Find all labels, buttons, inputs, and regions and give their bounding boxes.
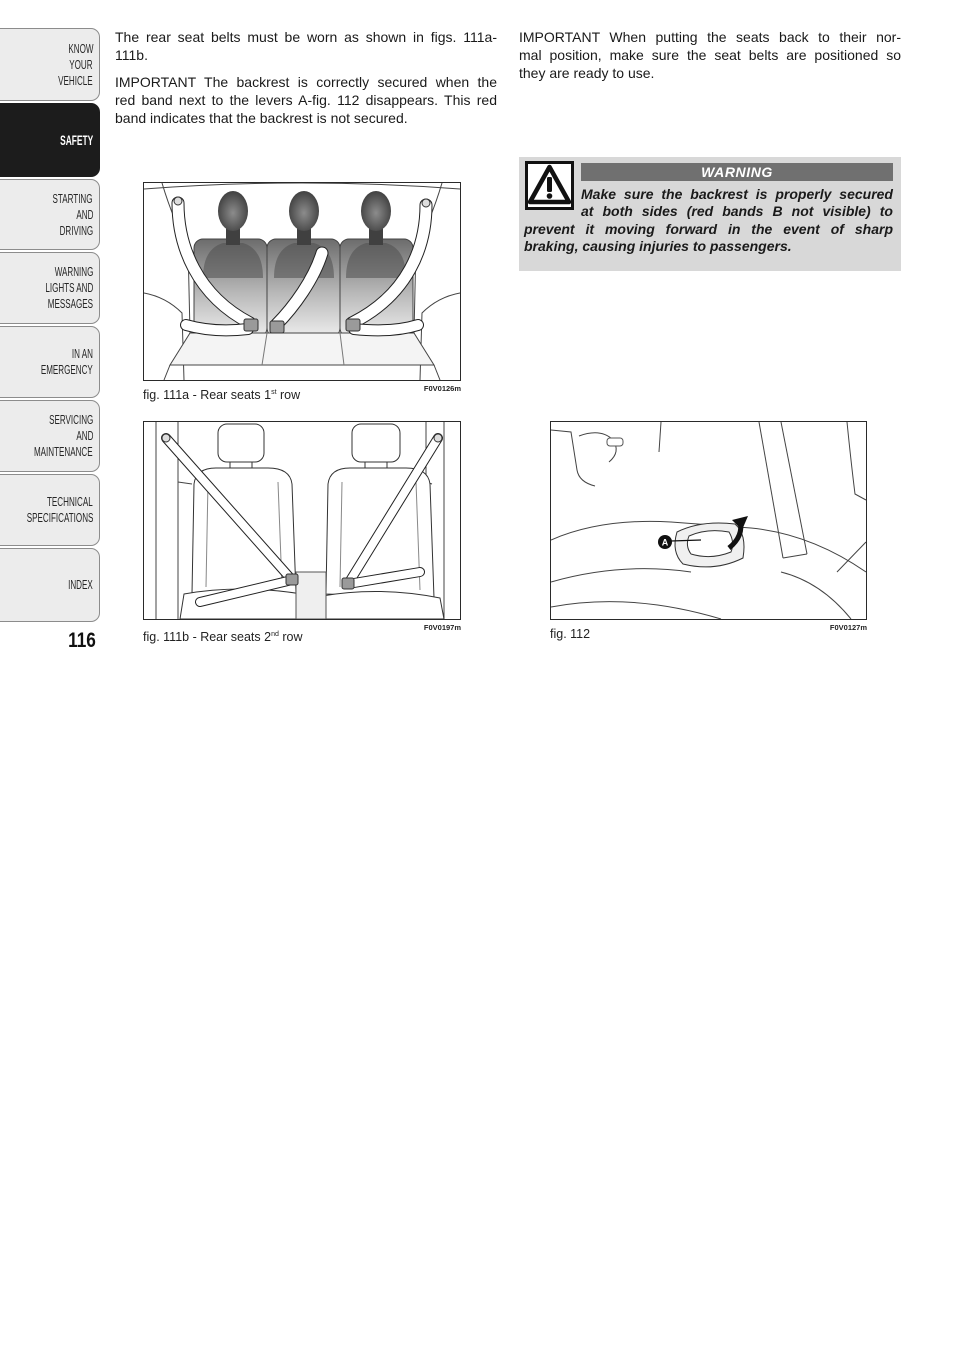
tab-label-line: SPECIFICATIONS — [26, 510, 93, 525]
sidebar-tab-in-an-emergency — [0, 326, 100, 398]
figure-caption: fig. 111a - Rear seats 1st row — [143, 388, 301, 402]
tab-label-line: SAFETY — [59, 132, 93, 148]
tab-label-line: MESSAGES — [47, 296, 93, 311]
figure-code: F0V0197m — [423, 623, 461, 632]
body-text-line: IMPORTANT The backrest is correctly secured when the — [115, 74, 497, 90]
sidebar-tab-starting-and-driving — [0, 179, 100, 250]
tab-label-line: YOUR — [69, 56, 93, 72]
tab-label-line: WARNING — [54, 264, 93, 279]
tab-label-line: STARTING — [52, 190, 93, 206]
sidebar-tab-servicing-and-maintenance — [0, 400, 100, 472]
tab-label-line: IN AN — [71, 346, 93, 361]
warning-title: WARNING — [581, 163, 893, 181]
body-text-line: mal position, make sure the seat belts are positioned so — [519, 47, 901, 63]
tab-label-line: EMERGENCY — [41, 362, 93, 377]
sidebar-tab-warning-lights-and-messages — [0, 252, 100, 324]
tab-label-line: SERVICING — [48, 412, 93, 427]
figure-caption: fig. 112 — [550, 627, 591, 641]
backrest-lever-illustration — [551, 422, 866, 619]
warning-triangle-icon — [525, 161, 574, 210]
body-text-line: band indicates that the backrest is not secured. — [115, 110, 408, 126]
sidebar-tab-index — [0, 548, 100, 622]
figure-code: F0V0127m — [829, 623, 867, 632]
sidebar-tab-know-your-vehicle — [0, 28, 100, 101]
tab-label-line: AND — [75, 428, 93, 443]
body-text-line: they are ready to use. — [519, 65, 655, 81]
warning-text-line: prevent it moving forward in the event of sharp — [524, 220, 893, 237]
tab-label-line: MAINTENANCE — [34, 444, 93, 459]
figure-111b-rear-seats-second-row — [143, 421, 461, 620]
figure-112-backrest-lever — [550, 421, 867, 620]
sidebar-tab-technical-specifications — [0, 474, 100, 546]
tab-label-line: LIGHTS AND — [45, 280, 93, 295]
rear-seats-second-row-illustration — [144, 422, 460, 619]
tab-label-line: INDEX — [68, 577, 93, 592]
tab-label-line: TECHNICAL — [47, 494, 93, 509]
rear-seats-first-row-illustration — [144, 183, 460, 380]
label-a-text: A — [661, 537, 669, 548]
body-text-line: 111b. — [115, 47, 148, 63]
tab-label-line: KNOW — [67, 40, 93, 56]
label-a-marker — [658, 535, 672, 549]
sidebar-tab-safety-active — [0, 103, 100, 177]
figure-code: F0V0126m — [423, 384, 461, 393]
tab-label-line: AND — [75, 206, 93, 222]
tab-label-line: DRIVING — [59, 222, 93, 238]
warning-text-line: Make sure the backrest is properly secured — [581, 185, 893, 202]
figure-caption: fig. 111b - Rear seats 2nd row — [143, 630, 303, 644]
page-number: 116 — [68, 629, 96, 652]
tab-label-line: VEHICLE — [58, 72, 93, 88]
body-text-line: red band next to the levers A-fig. 112 disappears. This red — [115, 92, 497, 108]
body-text-line: The rear seat belts must be worn as shown in figs. 111a- — [115, 29, 497, 45]
figure-111a-rear-seats-first-row — [143, 182, 461, 381]
body-text-line: IMPORTANT When putting the seats back to their nor- — [519, 29, 901, 45]
warning-text-line: braking, causing injuries to passengers. — [524, 238, 792, 254]
warning-text-line: at both sides (red bands B not visible) to — [581, 203, 893, 219]
